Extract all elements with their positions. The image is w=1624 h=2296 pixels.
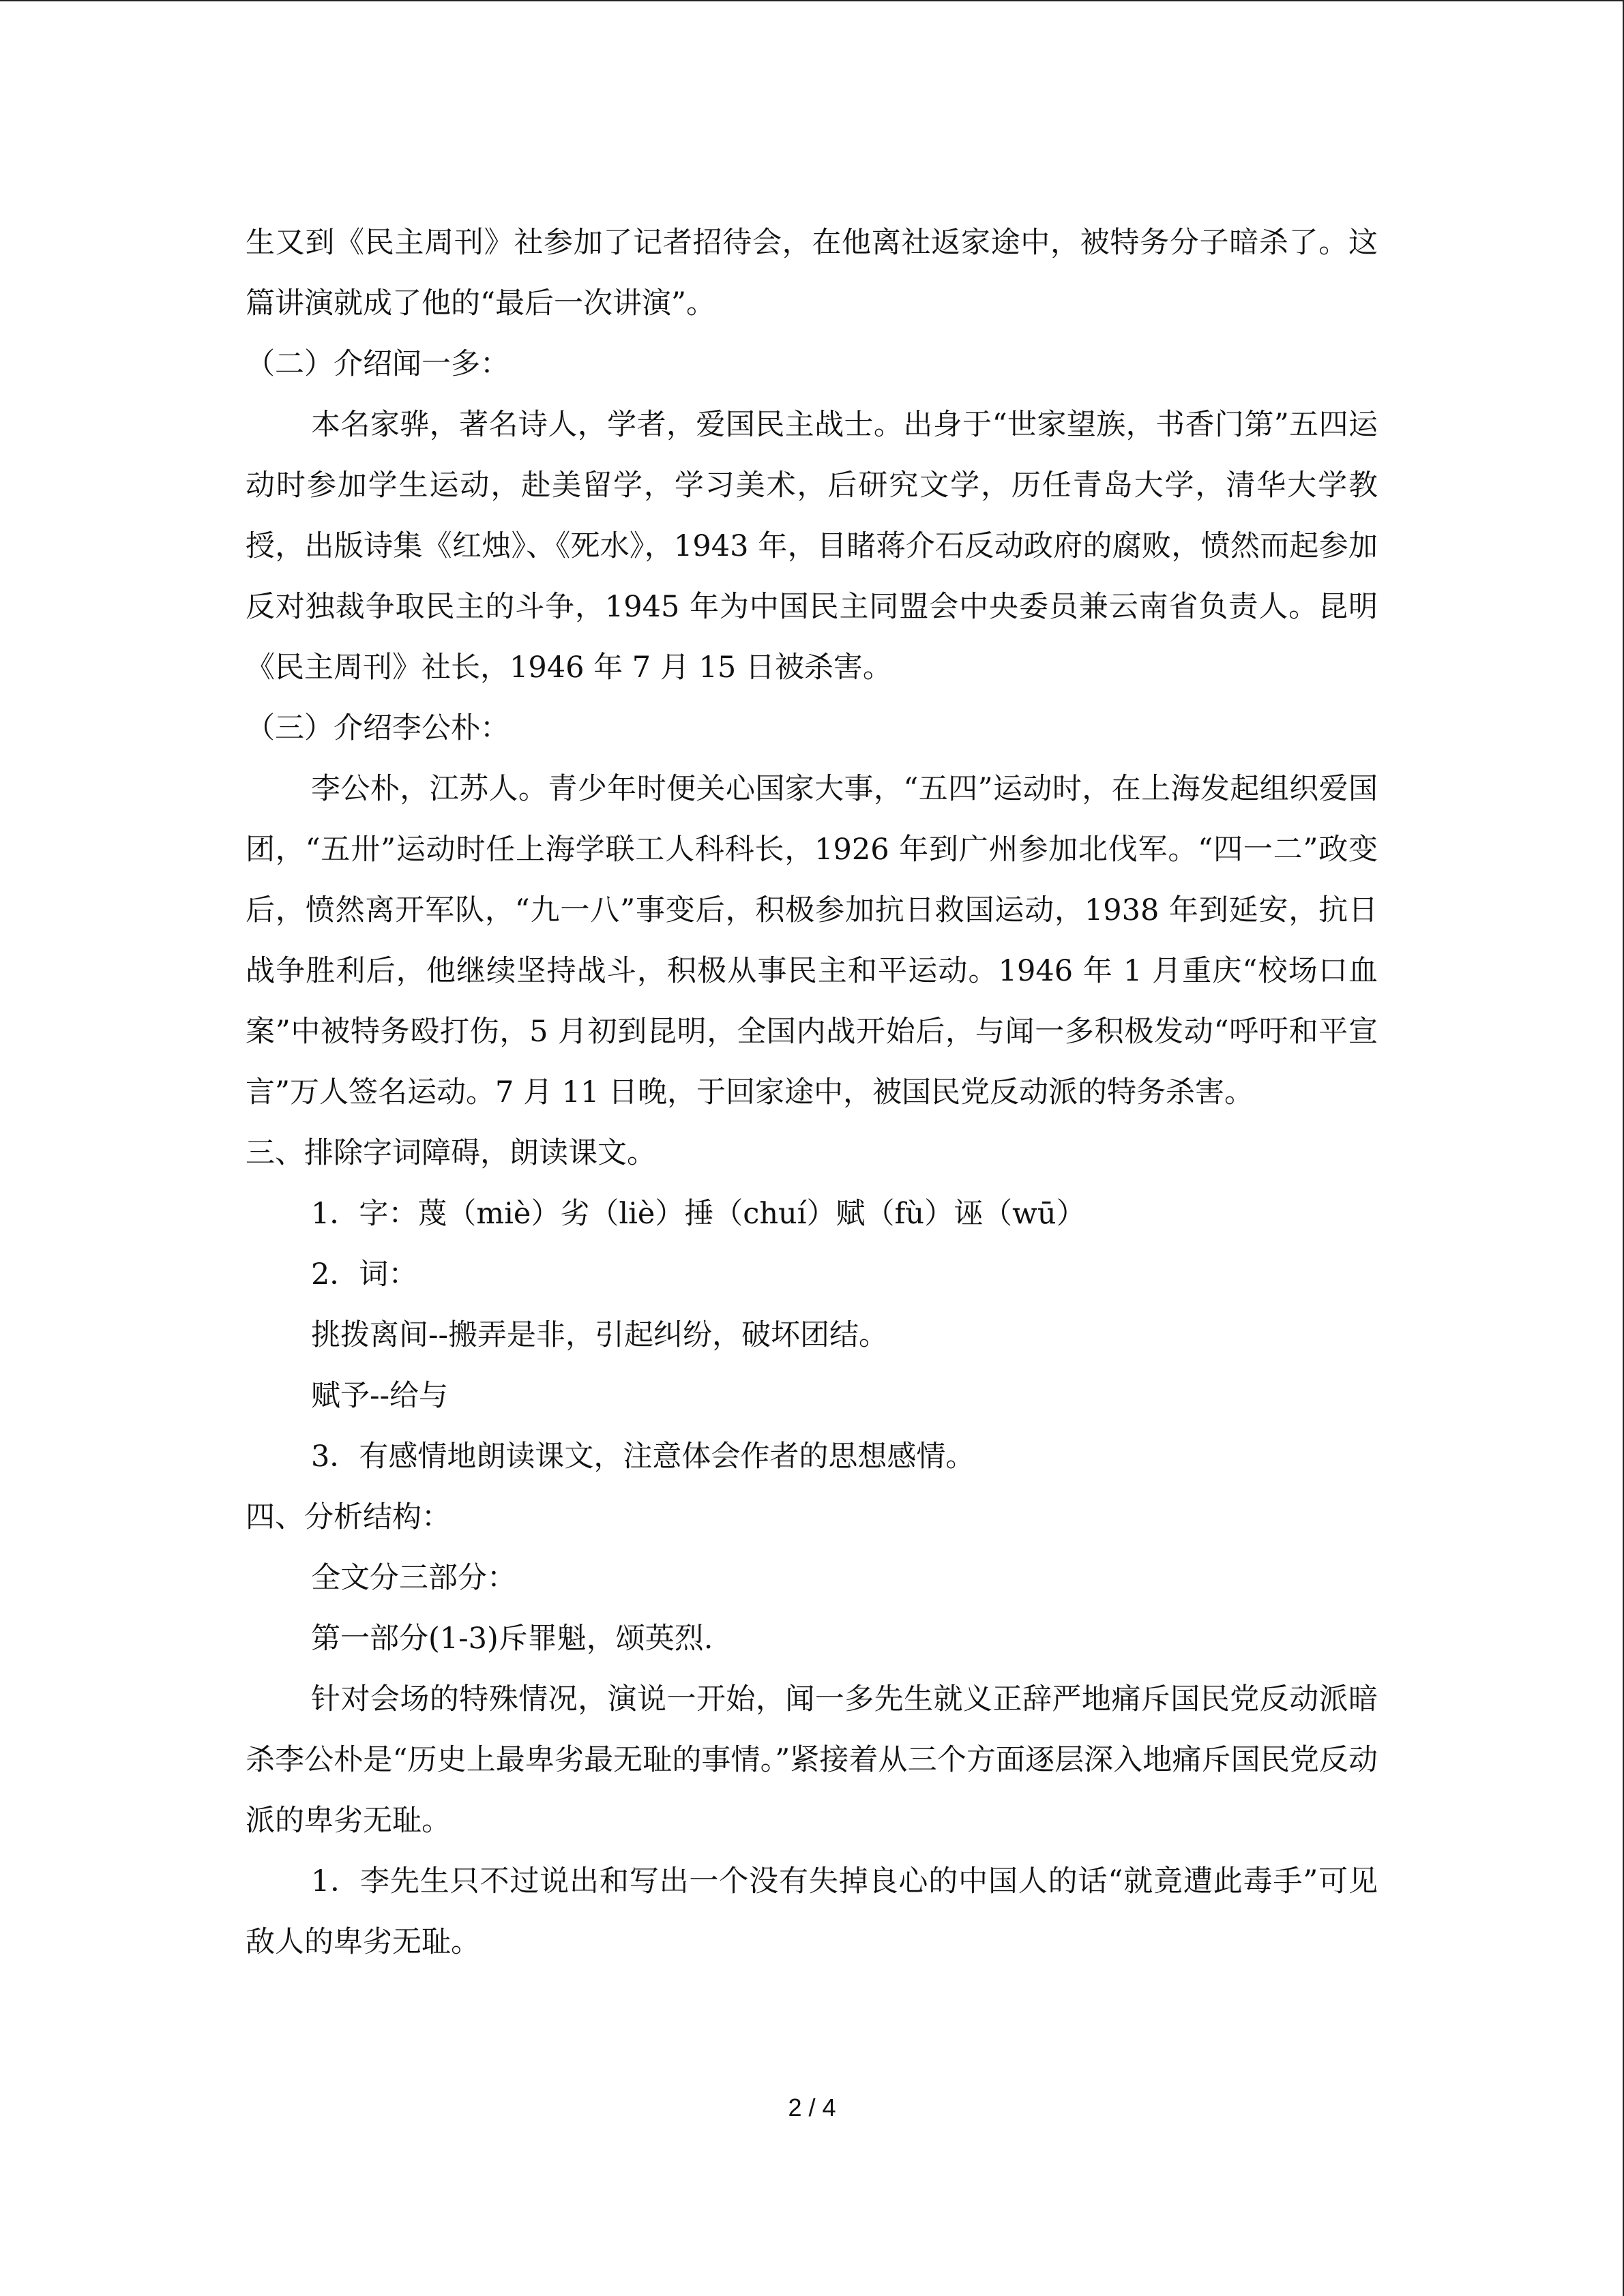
section-heading: 三、排除字词障碍，朗读课文。 xyxy=(246,1136,656,1170)
paragraph: 赋予--给与 xyxy=(311,1379,449,1413)
paragraph: 挑拨离间--搬弄是非，引起纠纷，破坏团结。 xyxy=(311,1318,889,1352)
list-item: 3．有感情地朗读课文，注意体会作者的思想感情。 xyxy=(311,1440,975,1474)
section-heading: 四、分析结构： xyxy=(246,1500,451,1534)
paragraph: 李公朴，江苏人。青少年时便关心国家大事，“五四”运动时，在上海发起组织爱国团，“五卅”运动时任上海学联工人科科长，1926 年到广州参加北伐军。“四一二”政变后，愤然离开军队，“九一八”事变后，积极参加抗日救国运动，1938 年到延安，抗日战争胜利后，他继续坚持战斗，积极从事民主和平运动。1946 年 1 月重庆“校场口血案”中被特务殴打伤，5 月初到昆明，全国内战开始后，与闻一多积极发动“呼吁和平宣言”万人签名运动。7 月 11 日晚，于回家途中，被国民党反动派的特务杀害。 xyxy=(246,772,1378,1109)
section-heading: （三）介绍李公朴： xyxy=(246,711,510,745)
page-number: 2 / 4 xyxy=(788,2093,836,2121)
paragraph: 1．李先生只不过说出和写出一个没有失掉良心的中国人的话“就竟遭此毒手”可见敌人的卑劣无耻。 xyxy=(246,1864,1378,1959)
document-body xyxy=(246,213,1378,1973)
paragraph: 本名家骅，著名诗人，学者，爱国民主战士。出身于“世家望族，书香门第”五四运动时参加学生运动，赴美留学，学习美术，后研究文学，历任青岛大学，清华大学教授，出版诗集《红烛》、《死水》，1943 年，目睹蒋介石反动政府的腐败，愤然而起参加反对独裁争取民主的斗争，1945 年为中国民主同盟会中央委员兼云南省负责人。昆明《民主周刊》社长，1946 年 7 月 15 日被杀害。 xyxy=(246,408,1378,685)
list-item: 1．字：蔑（miè）劣（liè）捶（chuí）赋（fù）诬（wū） xyxy=(311,1197,1086,1231)
paragraph: 针对会场的特殊情况，演说一开始，闻一多先生就义正辞严地痛斥国民党反动派暗杀李公朴是“历史上最卑劣最无耻的事情。”紧接着从三个方面逐层深入地痛斥国民党反动派的卑劣无耻。 xyxy=(246,1682,1378,1838)
section-heading: （二）介绍闻一多： xyxy=(246,347,510,381)
list-item: 2．词： xyxy=(311,1257,418,1292)
paragraph: 全文分三部分： xyxy=(311,1561,516,1595)
paragraph: 第一部分(1-3)斥罪魁，颂英烈. xyxy=(311,1622,713,1656)
paragraph: 生又到《民主周刊》社参加了记者招待会，在他离社返家途中，被特务分子暗杀了。这篇讲演就成了他的“最后一次讲演”。 xyxy=(246,226,1378,320)
